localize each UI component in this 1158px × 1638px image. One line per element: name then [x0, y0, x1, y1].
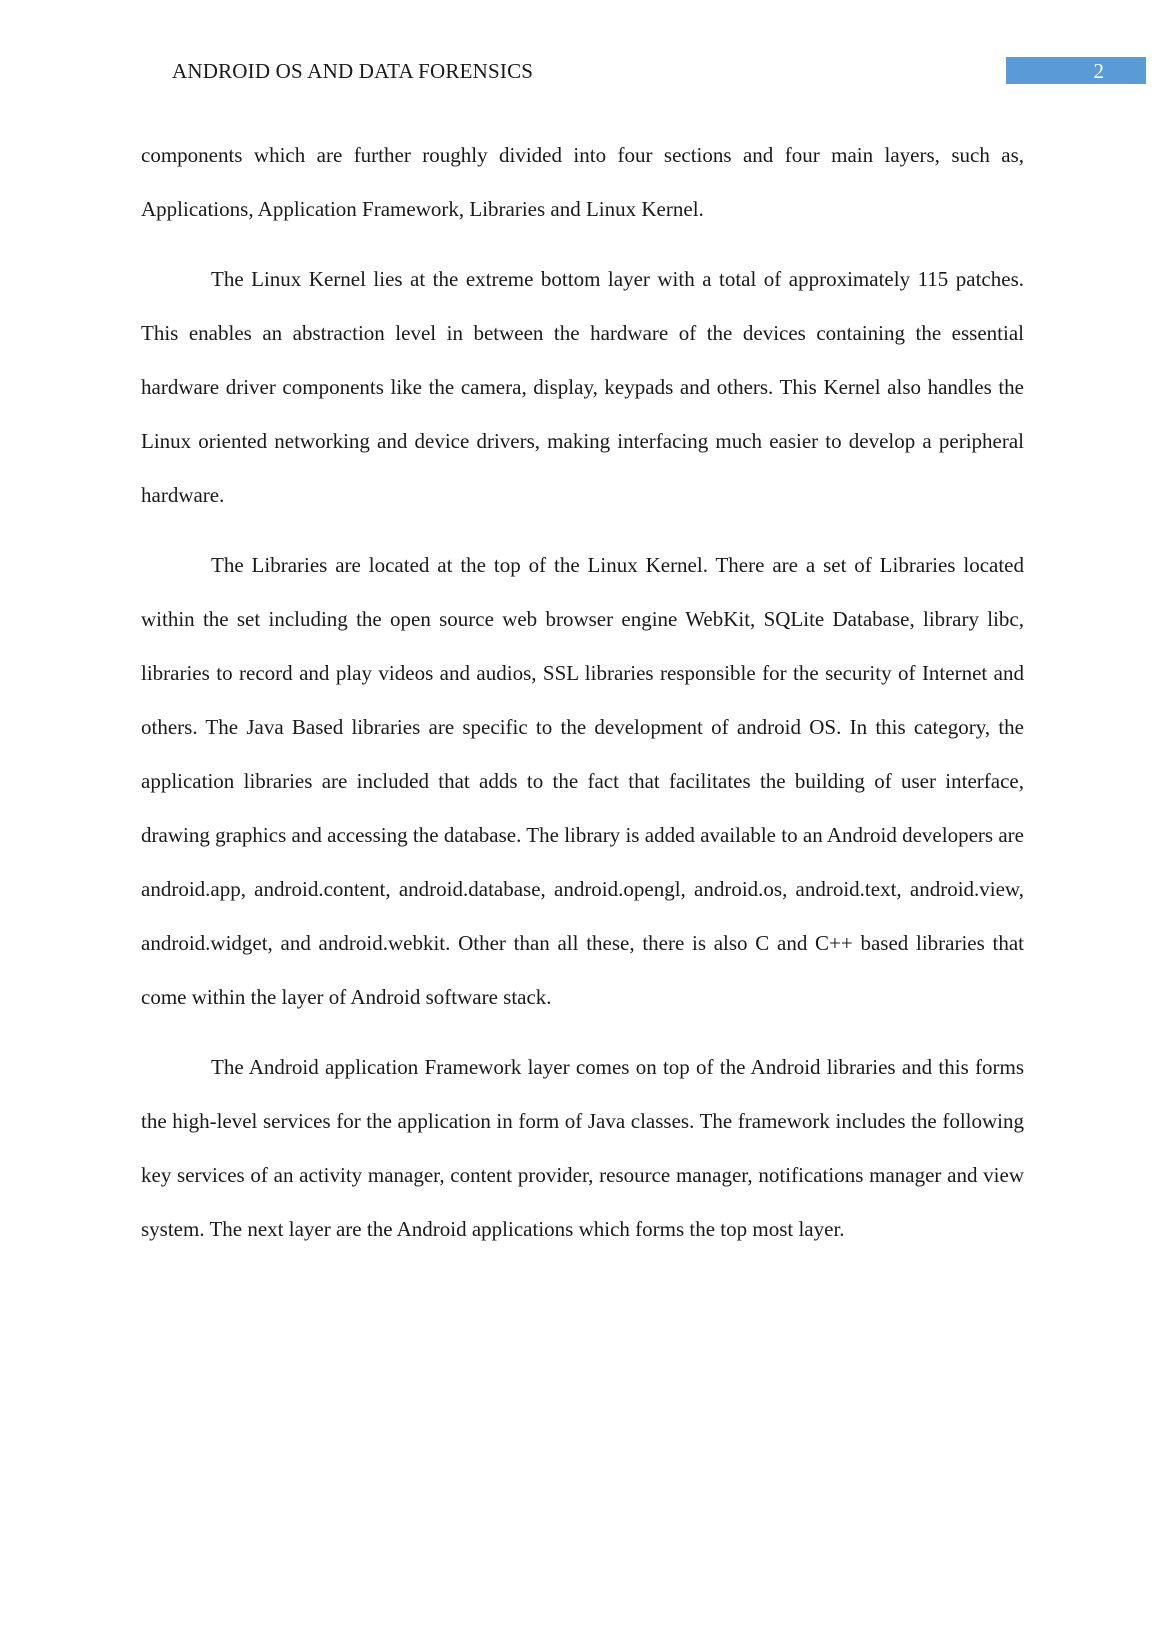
page-number-badge: [1006, 57, 1146, 84]
paragraph-application-framework: The Android application Framework layer comes on top of the Android libraries and this forms the high-level services for the application in form of Java classes. The framework includes the following key services of an activity manager, content provider, resource manager, notifications manager and view system. The next layer are the Android applications which forms the top most layer.: [141, 1055, 1024, 1241]
document-body: [141, 128, 1024, 1272]
page-number: 2: [1093, 59, 1104, 83]
running-header-title: ANDROID OS AND DATA FORENSICS: [172, 59, 534, 83]
paragraph-libraries: The Libraries are located at the top of the Linux Kernel. There are a set of Libraries located within the set including the open source web browser engine WebKit, SQLite Database, library libc, libraries to record and play videos and audios, SSL libraries responsible for the security of Internet and others. The Java Based libraries are specific to the development of android OS. In this category, the application libraries are included that adds to the fact that facilitates the building of user interface, drawing graphics and accessing the database. The library is added available to an Android developers are android.app, android.content, android.database, android.opengl, android.os, android.text, android.view, android.widget, and android.webkit. Other than all these, there is also C and C++ based libraries that come within the layer of Android software stack.: [141, 553, 1024, 1009]
paragraph-continuation: components which are further roughly divided into four sections and four main layers, such as, Applications, Application Framework, Libraries and Linux Kernel.: [141, 143, 1024, 221]
paragraph-linux-kernel: The Linux Kernel lies at the extreme bottom layer with a total of approximately 115 patches. This enables an abstraction level in between the hardware of the devices containing the essential hardware driver components like the camera, display, keypads and others. This Kernel also handles the Linux oriented networking and device drivers, making interfacing much easier to develop a peripheral hardware.: [141, 267, 1024, 507]
